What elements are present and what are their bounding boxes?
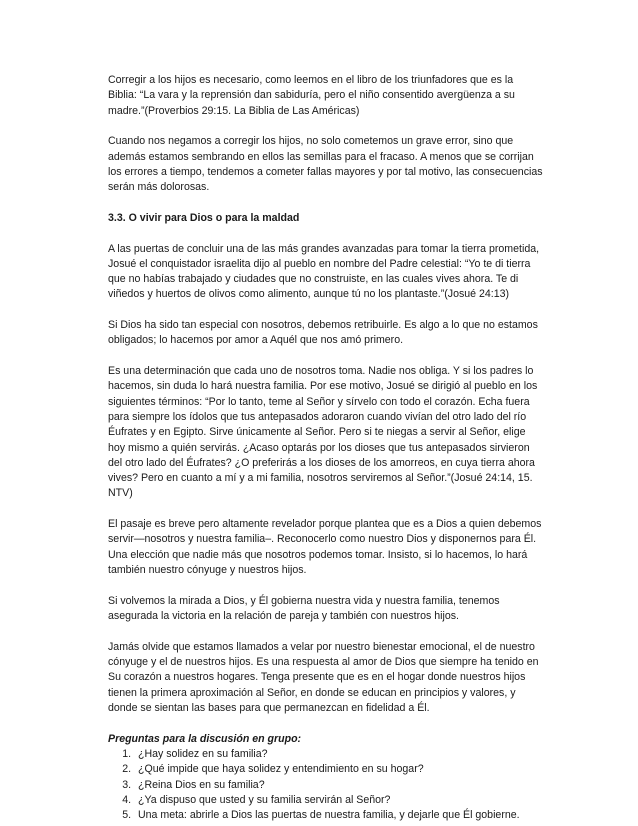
paragraph-promised-land: A las puertas de concluir una de las más grandes avanzadas para tomar la tierra prometida, Josué el conquistador israelita dijo al pueblo en nombre del Padre celestial: “Yo te di tierra que no habías trabajado y ciudades que no construiste, en las cuales vives ahora. Te di viñedos y huertos de olivos como alimento, aunque tú no los plantaste.”(Josué 24:13) (108, 242, 540, 301)
paragraph-correction: Corregir a los hijos es necesario, como leemos en el libro de los triunfadores que es la Biblia: “La vara y la reprensión dan sabiduría, pero el niño consentido avergüenza a su madre.”(Proverbios 29:15. La Biblia de Las Américas) (108, 74, 515, 117)
questions-list (108, 747, 544, 823)
question-item: 2. ¿Qué impide que haya solidez y entendimiento en su hogar? (134, 762, 544, 777)
paragraph-victory: Si volvemos la mirada a Dios, y Él gobierna nuestra vida y nuestra familia, tenemos asegurada la victoria en la relación de pareja y también con nuestros hijos. (108, 594, 500, 623)
paragraph-passage: El pasaje es breve pero altamente revelador porque plantea que es a Dios a quien debemos servir—nosotros y nuestra familia–. Reconocerlo como nuestro Dios y disponernos para Él. Una elección que nadie más que nosotros podemos tomar. Insisto, si lo hacemos, lo hará también nuestro cónyuge y nuestros hijos. (108, 518, 542, 577)
questions-heading: Preguntas para la discusión en grupo: (108, 732, 302, 745)
paragraph-retribute: Si Dios ha sido tan especial con nosotros, debemos retribuirle. Es algo a lo que no estamos obligados; lo hacemos por amor a Aquél que nos amó primero. (108, 319, 538, 347)
question-item: 4. ¿Ya dispuso que usted y su familia servirán al Señor? (134, 793, 544, 808)
paragraph-emotional-wellbeing: Jamás olvide que estamos llamados a velar por nuestro bienestar emocional, el de nuestro cónyuge y el de nuestros hijos. Es una respuesta al amor de Dios que siempre ha tenido en Su corazón a nuestros hogares. Tenga presente que es en el hogar donde nuestros hijos tienen la primera aproximación al Señor, en donde se educan en principios y valores, y donde se sientan las bases para que permanezcan en fidelidad a Él. (108, 640, 539, 714)
question-item: 5. Una meta: abrirle a Dios las puertas de nuestra familia, y dejarle que Él gobierne. (134, 808, 544, 823)
paragraph-consequences: Cuando nos negamos a corregir los hijos, no solo cometemos un grave error, sino que además estamos sembrando en ellos las semillas para el fracaso. A menos que se corrijan los errores a tiempo, tendemos a cometer fallas mayores y por tal motivo, las consecuencias serán más dolorosas. (108, 135, 543, 194)
paragraph-determination: Es una determinación que cada uno de nosotros toma. Nadie nos obliga. Y si los padres lo hacemos, sin duda lo hará nuestra familia. Por ese motivo, Josué se dirigió al pueblo en los siguientes términos: “Por lo tanto, teme al Señor y sírvelo con todo el corazón. Echa fuera para siempre los ídolos que tus antepasados adoraron cuando vivían del otro lado del río Éufrates y en Egipto. Sirve únicamente al Señor. Pero si te niegas a servir al Señor, elige hoy mismo a quién servirás. ¿Acaso optarás por los dioses que tus antepasados sirvieron del otro lado del Éufrates? ¿O preferirás a los dioses de los amorreos, en cuya tierra ahora vives? Pero en cuanto a mí y a mi familia, nosotros serviremos al Señor.”(Josué 24:14, 15. NTV) (108, 365, 538, 500)
section-heading: 3.3. O vivir para Dios o para la maldad (108, 211, 300, 224)
document-body (108, 73, 544, 823)
question-item: 1. ¿Hay solidez en su familia? (134, 747, 544, 762)
question-item: 3. ¿Reina Dios en su familia? (134, 778, 544, 793)
